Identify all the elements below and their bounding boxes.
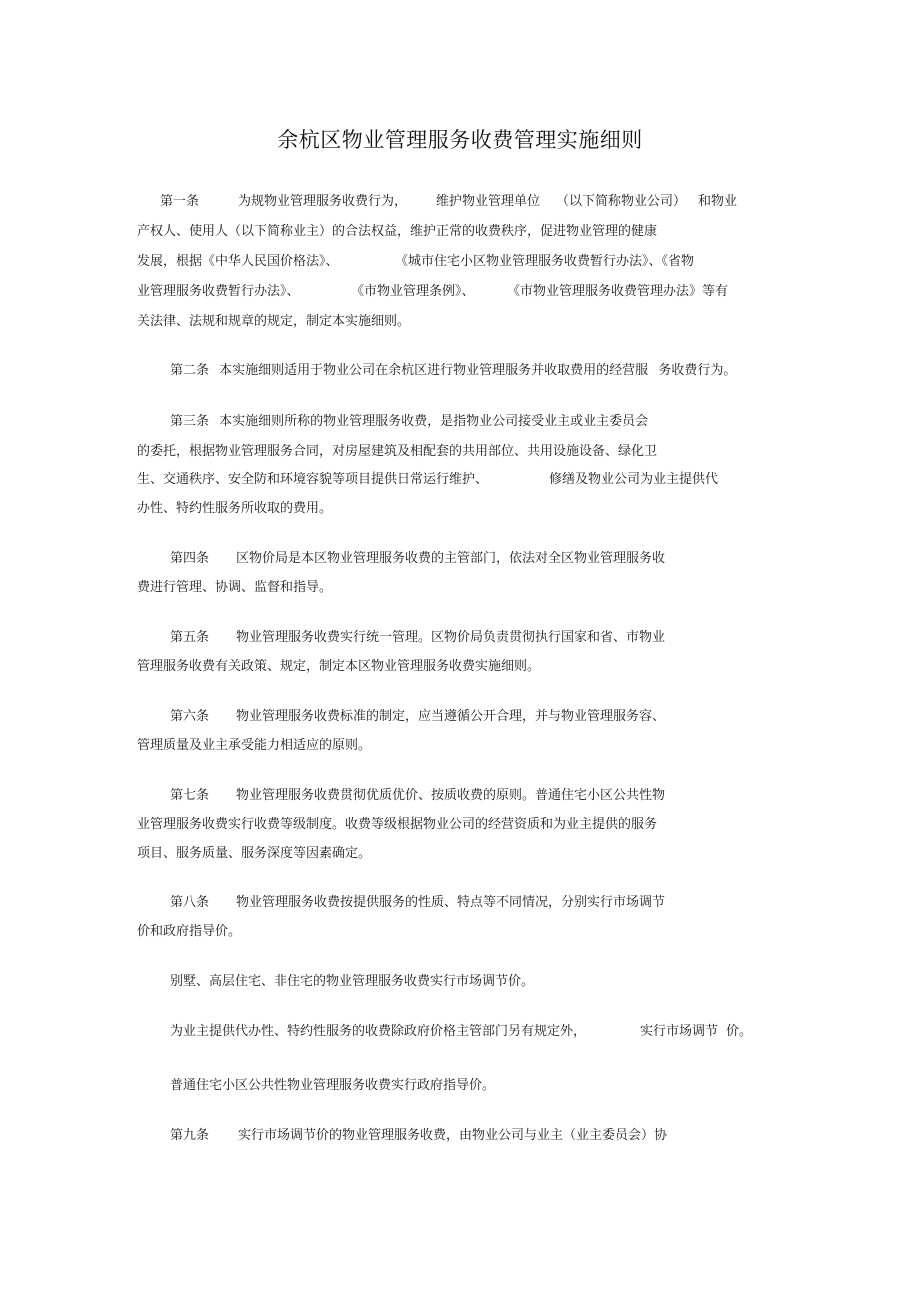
article-text: 物业管理服务收费按提供服务的性质、特点等不同情况，分别实行市场调节 xyxy=(236,895,666,910)
article-text: 《市物业管理条例》、 xyxy=(351,284,475,299)
article-9-line-1 xyxy=(170,1128,668,1144)
article-text: 《市物业管理服务收费管理办法》等有 xyxy=(507,284,729,299)
article-8-line-2: 价和政府指导价。 xyxy=(137,924,242,939)
article-4-line-1 xyxy=(170,551,666,567)
document-title: 余杭区物业管理服务收费管理实施细则 xyxy=(277,128,643,152)
article-5-line-1 xyxy=(170,630,666,646)
article-3-line-2: 的委托，根据物业管理服务合同，对房屋建筑及相配套的共用部位、共用设施设备、绿化卫 xyxy=(137,444,658,459)
article-text: 发展，根据《中华人民国价格法》、 xyxy=(137,254,339,269)
article-text: 本实施细则适用于物业公司在余杭区进行物业管理服务并收取费用的经营服 xyxy=(219,363,649,378)
article-text: 维护物业管理单位 xyxy=(436,194,541,209)
article-1-line-3 xyxy=(137,254,695,270)
article-4-line-2: 费进行管理、协调、监督和指导。 xyxy=(137,580,333,595)
article-3-line-4: 办性、特约性服务所收取的费用。 xyxy=(137,501,333,516)
article-text: 和物业 xyxy=(698,194,738,209)
paragraph-government-guided: 普通住宅小区公共性物业管理服务收费实行政府指导价。 xyxy=(170,1078,496,1093)
article-6-line-1 xyxy=(170,709,666,725)
article-text: 物业管理服务收费贯彻优质优价、按质收费的原则。普通住宅小区公共性物 xyxy=(236,788,666,803)
article-text: 务收费行为。 xyxy=(658,363,737,378)
article-label: 第七条 xyxy=(170,788,210,803)
article-text: 为业主提供代办性、特约性服务的收费除政府价格主管部门另有规定外， xyxy=(170,1024,587,1039)
article-text: （以下简称物业公司） xyxy=(556,194,687,209)
article-text: 修缮及物业公司为业主提供代 xyxy=(549,472,719,487)
article-text: 《城市住宅小区物业管理服务收费暂行办法》、《省物 xyxy=(395,254,695,269)
article-label: 第五条 xyxy=(170,630,210,645)
article-1-line-2: 产权人、使用人（以下简称业主）的合法权益，维护正常的收费秩序，促进物业管理的健康 xyxy=(137,224,658,239)
article-5-line-2: 管理服务收费有关政策、规定，制定本区物业管理服务收费实施细则。 xyxy=(137,659,541,674)
article-text: 实行市场调节 xyxy=(640,1024,719,1039)
article-text: 本实施细则所称的物业管理服务收费，是指物业公司接受业主或业主委员会 xyxy=(219,414,649,429)
article-1-line-5: 关法律、法规和规章的规定，制定本实施细则。 xyxy=(137,314,411,329)
article-label: 第三条 xyxy=(170,414,210,429)
article-6-line-2: 管理质量及业主承受能力相适应的原则。 xyxy=(137,738,372,753)
paragraph-agency-services xyxy=(170,1024,753,1040)
article-text: 物业管理服务收费实行统一管理。区物价局负责贯彻执行国家和省、市物业 xyxy=(236,630,666,645)
article-2-line-1 xyxy=(170,363,736,379)
article-7-line-1 xyxy=(170,788,666,804)
article-text: 价。 xyxy=(726,1024,753,1039)
article-text: 物业管理服务收费标准的制定，应当遵循公开合理，并与物业管理服务容、 xyxy=(236,709,666,724)
article-3-line-1 xyxy=(170,414,648,430)
article-label: 第四条 xyxy=(170,551,210,566)
article-7-line-3: 项目、服务质量、服务深度等因素确定。 xyxy=(137,846,372,861)
article-text: 为规物业管理服务收费行为， xyxy=(238,194,408,209)
article-text: 生、交通秩序、安全防和环境容貌等项目提供日常运行维护、 xyxy=(137,472,489,487)
article-label: 第八条 xyxy=(170,895,210,910)
article-3-line-3 xyxy=(137,472,719,488)
article-label: 第六条 xyxy=(170,709,210,724)
article-text: 业管理服务收费暂行办法》、 xyxy=(137,284,300,299)
article-label: 第一条 xyxy=(160,194,200,209)
article-1-line-1 xyxy=(160,194,738,210)
article-label: 第二条 xyxy=(170,363,210,378)
article-text: 区物价局是本区物业管理服务收费的主管部门，依法对全区物业管理服务收 xyxy=(236,551,666,566)
article-8-line-1 xyxy=(170,895,666,911)
article-7-line-2: 业管理服务收费实行收费等级制度。收费等级根据物业公司的经营资质和为业主提供的服务 xyxy=(137,817,658,832)
article-1-line-4 xyxy=(137,284,729,300)
article-text: 实行市场调节价的物业管理服务收费，由物业公司与业主（业主委员会）协 xyxy=(238,1128,668,1143)
article-label: 第九条 xyxy=(170,1128,210,1143)
paragraph-market-price: 别墅、高层住宅、非住宅的物业管理服务收费实行市场调节价。 xyxy=(170,974,535,989)
